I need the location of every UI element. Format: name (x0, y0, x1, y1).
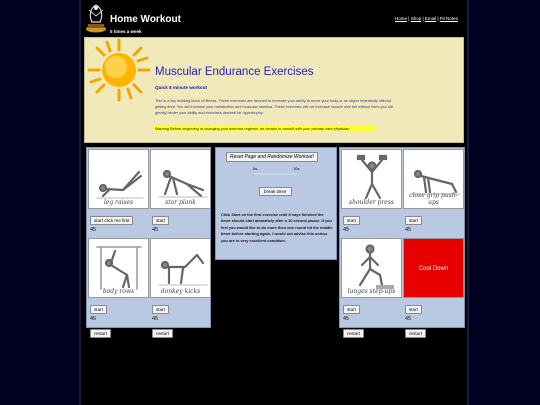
exercise-image: leg raises (88, 149, 149, 209)
exercise-body-rows (88, 238, 149, 340)
timer-seconds: 45 (152, 227, 159, 233)
nav-fit-notes-link[interactable]: Fit Notes (439, 16, 458, 21)
start-button[interactable]: start click me first (90, 216, 133, 225)
workout-subtitle: Quick 8 minute workout (155, 85, 208, 90)
exercise-leg-raises (88, 149, 149, 251)
start-button[interactable]: start (152, 216, 169, 225)
exercise-image: shoulder press (341, 149, 402, 209)
timer-seconds: 45 (405, 316, 412, 322)
start-button[interactable]: start (405, 216, 422, 225)
warning-notice: Warning Before beginning or changing your exercise regimen, be certain to consult with your primary care physician. (154, 126, 376, 132)
timer-seconds: 45 (405, 227, 412, 233)
exercise-image: close grip push-ups (403, 149, 464, 209)
exercise-lunges-step-ups (341, 238, 402, 340)
exercise-star-plank (150, 149, 211, 251)
hero-banner (84, 37, 464, 143)
break-timer-panel (215, 147, 337, 260)
start-button[interactable]: start (152, 305, 169, 314)
nav-shop-link[interactable]: Shop (410, 16, 422, 21)
timer-seconds: 45 (343, 316, 350, 322)
exercise-image: lunges step-ups (341, 238, 402, 298)
exercise-close-grip-push-ups (403, 149, 464, 251)
timer-seconds: 45 (90, 316, 97, 322)
top-nav: Home | Shop | Email | Fit Notes (395, 16, 458, 21)
nav-email-link[interactable]: Email (424, 16, 437, 21)
timer-seconds: 45 (343, 227, 350, 233)
timer-seconds: 45 (90, 227, 97, 233)
sun-icon (87, 38, 151, 102)
exercise-image: star plank (150, 149, 211, 209)
timer-min-label: 0s (253, 166, 258, 171)
site-tagline: 5 times a week (110, 29, 142, 34)
start-button[interactable]: start (405, 305, 422, 314)
nav-home-link[interactable]: Home (395, 16, 408, 21)
right-exercise-panel (339, 147, 465, 336)
restart-button[interactable]: restart (343, 329, 364, 338)
break-timer-button[interactable]: break timer (259, 187, 292, 196)
restart-button[interactable]: restart (90, 329, 111, 338)
timer-max-label: 10s (293, 166, 300, 171)
page-title: Muscular Endurance Exercises (155, 66, 314, 78)
break-timer-progress (253, 172, 298, 176)
restart-button[interactable]: restart (405, 329, 426, 338)
restart-button[interactable]: restart (152, 329, 173, 338)
reset-randomize-button[interactable]: Reset Page and Randomize Workout! (226, 152, 318, 162)
exercise-image: body rows (88, 238, 149, 298)
start-button[interactable]: start (343, 216, 360, 225)
exercise-image: donkey kicks (150, 238, 211, 298)
exercise-donkey-kicks (150, 238, 211, 340)
exercise-cool-down (403, 238, 464, 340)
cool-down-block: Cool Down (403, 238, 464, 298)
left-exercise-panel (86, 147, 211, 336)
exercise-shoulder-press (341, 149, 402, 251)
workout-description: This is a key building block of fitness. These exercises are desined to increase your ability to move your body or an object repeatedly without getting tired. You will increase your metabolism and muscular stamina. These exercises will not increase muscle size but without them you will greatly hinder your ability and exercises desined for hypertrophy. (155, 99, 394, 115)
timer-seconds: 45 (152, 316, 159, 322)
logo-icon (84, 2, 108, 34)
start-button[interactable]: start (343, 305, 360, 314)
site-title: Home Workout (110, 14, 181, 25)
instructions-text: Click Start on the first exercise until it says finished the timer should start atomaticly after a 10 second pause. If you feel you would like to do more then one round hit the middle timer before starting again. I would not advise this unless you are in very excellent condition. (221, 212, 333, 243)
start-button[interactable]: start (90, 305, 107, 314)
